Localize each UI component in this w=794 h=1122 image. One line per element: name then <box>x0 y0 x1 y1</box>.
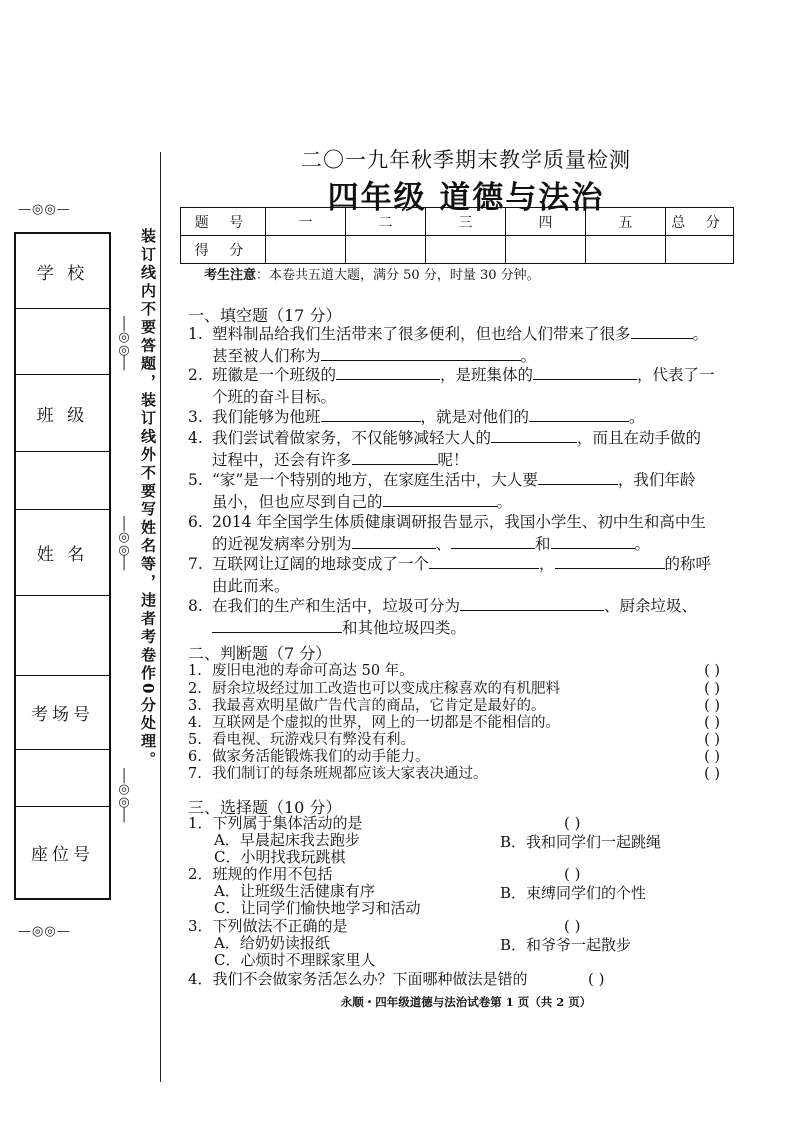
answer-parens[interactable]: ( ) <box>564 917 581 935</box>
score-cell: 二 <box>346 208 426 236</box>
section-2-heading: 二、判断题（7 分） <box>188 644 332 663</box>
judge-item: 4. 互联网是个虚拟的世界，网上的一切都是不能相信的。 ( ) <box>188 715 720 731</box>
binding-circle-icon: │ ◎ ◎ │ <box>118 317 130 371</box>
answer-blank[interactable] <box>321 345 521 361</box>
answer-parens[interactable]: ( ) <box>704 681 720 697</box>
exam-subtitle: 二〇一九年秋季期末教学质量检测 <box>301 148 631 172</box>
answer-blank[interactable] <box>529 406 629 422</box>
score-header-row <box>181 208 734 236</box>
answer-parens[interactable]: ( ) <box>704 698 720 714</box>
answer-blank[interactable] <box>533 364 637 380</box>
answer-blank[interactable] <box>631 323 693 339</box>
choice-question-stem: 1．下列属于集体活动的是 <box>188 814 363 832</box>
answer-parens[interactable]: ( ) <box>704 732 720 748</box>
exam-room-field[interactable] <box>16 750 109 807</box>
school-label: 学 校 <box>16 234 109 309</box>
answer-blank[interactable] <box>538 469 618 485</box>
answer-blank[interactable] <box>551 533 635 549</box>
choice-option-c[interactable]: C．小明找我玩跳棋 <box>214 848 346 866</box>
choice-option-a[interactable]: A．给奶奶读报纸 <box>214 934 330 952</box>
page-footer: 永顺・四年级道德与法治试卷第 1 页（共 2 页） <box>340 995 592 1009</box>
score-cell: 得 分 <box>181 236 266 264</box>
choice-question-stem: 2．班规的作用不包括 <box>188 865 333 883</box>
exam-room-label: 考场号 <box>16 676 109 750</box>
judge-item: 7. 我们制订的每条班规都应该大家表决通过。 ( ) <box>188 766 720 782</box>
choice-question-stem: 4．我们不会做家务活怎么办？下面哪种做法是错的 <box>188 970 528 988</box>
answer-blank[interactable] <box>460 595 604 611</box>
score-cell: 总 分 <box>666 208 734 236</box>
choice-question-stem: 3．下列做法不正确的是 <box>188 917 348 935</box>
name-field[interactable] <box>16 596 109 676</box>
answer-blank[interactable] <box>555 553 665 569</box>
student-info-box <box>14 232 111 900</box>
fill-question-1: 1. 塑料制品给我们生活带来了很多便利，但也给人们带来了很多 。 甚至被人们称为 。 <box>188 325 709 365</box>
score-input[interactable] <box>666 236 734 264</box>
score-cell: 题 号 <box>181 208 266 236</box>
class-field[interactable] <box>16 452 109 510</box>
answer-blank[interactable] <box>352 533 436 549</box>
judge-item: 6. 做家务活能锻炼我们的动手能力。 ( ) <box>188 749 720 765</box>
fill-question-2: 2. 班徽是一个班级的 ，是班集体的 ，代表了一 个班的奋斗目标。 <box>188 366 715 406</box>
judge-item: 2. 厨余垃圾经过加工改造也可以变成庄稼喜欢的有机肥料 ( ) <box>188 681 720 697</box>
score-input[interactable] <box>506 236 586 264</box>
answer-blank[interactable] <box>383 491 497 507</box>
score-input[interactable] <box>266 236 346 264</box>
answer-blank[interactable] <box>321 406 421 422</box>
fill-question-6: 6. 2014 年全国学生体质健康调研报告显示，我国小学生、初中生和高中生 的近视发病率分别为 、 和 。 <box>188 513 706 553</box>
choice-option-b[interactable]: B．我和同学们一起跳绳 <box>500 833 662 851</box>
fill-question-5: 5. “家”是一个特别的地方，在家庭生活中，大人要 ，我们年龄 虽小，但也应尽到自己的 。 <box>188 471 696 511</box>
fill-question-3: 3. 我们能够为他班 ，就是对他们的 。 <box>188 408 645 426</box>
answer-blank[interactable] <box>451 533 535 549</box>
answer-parens[interactable]: ( ) <box>564 814 581 832</box>
score-table <box>180 207 734 264</box>
binding-circle-icon: │ ◎ ◎ │ <box>118 517 130 571</box>
binding-circle-icon: │ ◎ ◎ │ <box>118 769 130 823</box>
judge-item: 5. 看电视、玩游戏只有弊没有利。 ( ) <box>188 732 720 748</box>
answer-blank[interactable] <box>336 364 440 380</box>
answer-parens[interactable]: ( ) <box>704 749 720 765</box>
name-label: 姓 名 <box>16 510 109 596</box>
score-input[interactable] <box>426 236 506 264</box>
seat-number-label: 座位号 <box>31 845 94 865</box>
choice-option-a[interactable]: A．让班级生活健康有序 <box>214 882 375 900</box>
answer-parens[interactable]: ( ) <box>704 663 720 679</box>
fill-question-7: 7. 互联网让辽阔的地球变成了一个 ， 的称呼 由此而来。 <box>188 555 712 595</box>
section-3-heading: 三、选择题（10 分） <box>188 798 342 817</box>
fill-question-8: 8. 在我们的生产和生活中，垃圾可分为 、厨余垃圾、 和其他垃圾四类。 <box>188 597 698 637</box>
score-input[interactable] <box>586 236 666 264</box>
binding-line <box>160 152 161 1082</box>
choice-option-c[interactable]: C．心烦时不理睬家里人 <box>214 951 376 969</box>
choice-option-b[interactable]: B．束缚同学们的个性 <box>500 884 647 902</box>
answer-parens[interactable]: ( ) <box>704 766 720 782</box>
answer-parens[interactable]: ( ) <box>704 715 720 731</box>
top-ornament: —◎◎— <box>18 202 71 217</box>
judge-item: 3. 我最喜欢明星做广告代言的商品，它肯定是最好的。 ( ) <box>188 698 720 714</box>
bottom-ornament: —◎◎— <box>18 924 71 939</box>
choice-option-b[interactable]: B．和爷爷一起散步 <box>500 936 632 954</box>
exam-notice <box>204 264 540 283</box>
choice-option-a[interactable]: A．早晨起床我去跑步 <box>214 831 360 849</box>
exam-title: 四年级 道德与法治 <box>327 180 605 216</box>
section-1-heading: 一、填空题（17 分） <box>188 306 342 325</box>
answer-parens[interactable]: ( ) <box>588 970 605 988</box>
answer-blank[interactable] <box>491 427 577 443</box>
answer-blank[interactable] <box>212 617 342 633</box>
notice-label: 考生注意 <box>204 268 257 283</box>
score-cell: 三 <box>426 208 506 236</box>
fill-question-4: 4. 我们尝试着做家务，不仅能够减轻大人的 ，而且在动手做的 过程中，还会有许多 呢！ <box>188 429 702 469</box>
notice-text: ：本卷共五道大题，满分 50 分，时量 30 分钟。 <box>256 268 540 283</box>
score-input[interactable] <box>346 236 426 264</box>
school-field[interactable] <box>16 309 109 375</box>
answer-blank[interactable] <box>352 449 438 465</box>
score-cell: 一 <box>266 208 346 236</box>
class-label: 班 级 <box>16 375 109 452</box>
binding-line-warning: 装订线内不要答题，装订线外不要写姓名等，违者考卷作0分处理。 <box>139 228 157 770</box>
score-cell: 五 <box>586 208 666 236</box>
score-value-row <box>181 236 734 264</box>
choice-option-c[interactable]: C．让同学们愉快地学习和活动 <box>214 899 421 917</box>
judge-item: 1. 废旧电池的寿命可高达 50 年。 ( ) <box>188 663 720 679</box>
score-cell: 四 <box>506 208 586 236</box>
answer-parens[interactable]: ( ) <box>564 865 581 883</box>
answer-blank[interactable] <box>429 553 539 569</box>
